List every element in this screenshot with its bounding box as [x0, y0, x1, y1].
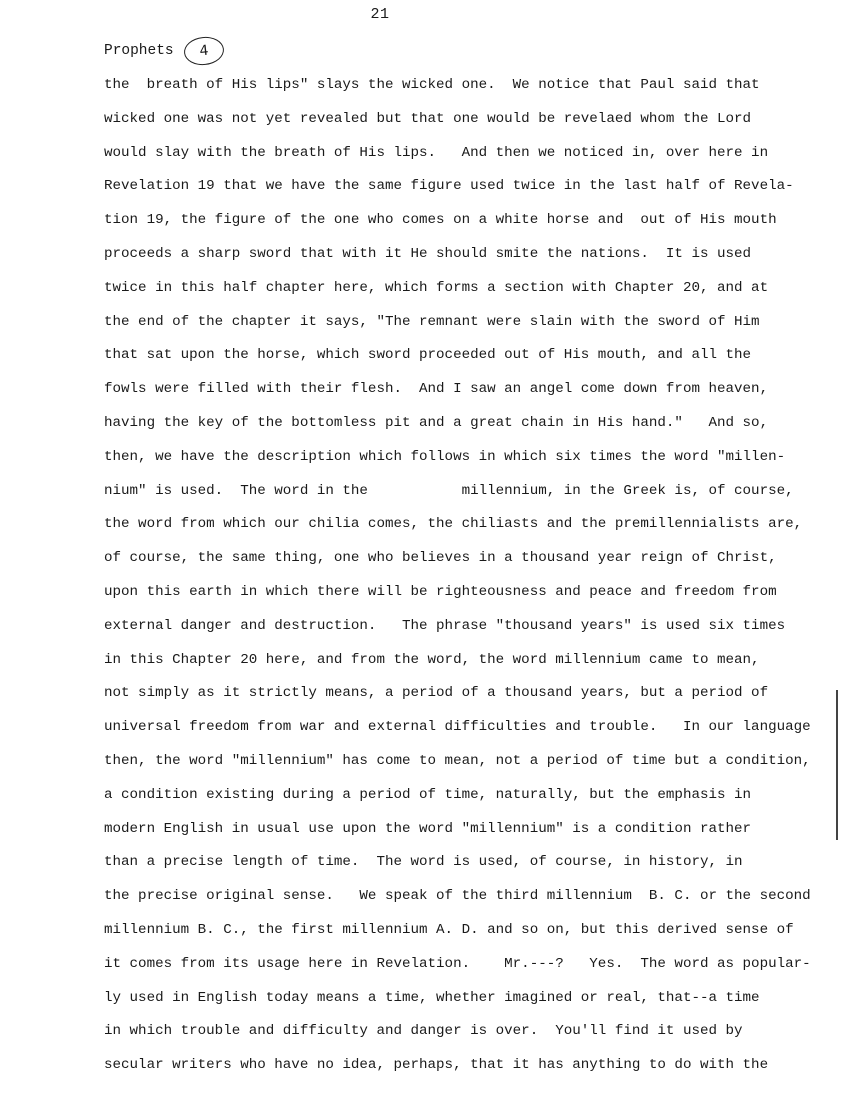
text-line: than a precise length of time. The word is used, of course, in history, in: [104, 854, 743, 871]
text-line: nium" is used. The word in the millennium, in the Greek is, of course,: [104, 482, 794, 499]
text-line: secular writers who have no idea, perhaps, that it has anything to do with the: [104, 1057, 769, 1074]
text-line: upon this earth in which there will be righteousness and peace and freedom from: [104, 583, 777, 600]
text-line: external danger and destruction. The phrase "thousand years" is used six times: [104, 617, 786, 634]
text-line: universal freedom from war and external difficulties and trouble. In our language: [104, 719, 811, 736]
text-line: then, we have the description which follows in which six times the word "millen-: [104, 448, 786, 465]
text-line: the precise original sense. We speak of the third millennium B. C. or the second: [104, 888, 811, 905]
text-line: a condition existing during a period of time, naturally, but the emphasis in: [104, 786, 752, 803]
text-line: that sat upon the horse, which sword proceeded out of His mouth, and all the: [104, 347, 752, 364]
text-line: millennium B. C., the first millennium A. D. and so on, but this derived sense of: [104, 921, 794, 938]
margin-mark: [836, 690, 838, 840]
body-text: [104, 74, 811, 1088]
text-line: in this Chapter 20 here, and from the word, the word millennium came to mean,: [104, 651, 760, 668]
text-line: proceeds a sharp sword that with it He should smite the nations. It is used: [104, 245, 752, 262]
text-line: the end of the chapter it says, "The remnant were slain with the sword of Him: [104, 313, 760, 330]
text-line: tion 19, the figure of the one who comes on a white horse and out of His mouth: [104, 212, 777, 229]
text-line: fowls were filled with their flesh. And I saw an angel come down from heaven,: [104, 381, 769, 398]
text-line: twice in this half chapter here, which forms a section with Chapter 20, and at: [104, 279, 769, 296]
page-number: 21: [370, 6, 390, 23]
text-line: not simply as it strictly means, a period of a thousand years, but a period of: [104, 685, 769, 702]
text-line: having the key of the bottomless pit and a great chain in His hand." And so,: [104, 414, 769, 431]
text-line: the breath of His lips" slays the wicked one. We notice that Paul said that: [104, 77, 760, 93]
page-header: [104, 40, 224, 62]
text-line: then, the word "millennium" has come to mean, not a period of time but a condition,: [104, 752, 811, 769]
header-label: Prophets: [104, 43, 174, 59]
circled-number: 4: [182, 35, 225, 67]
text-line: the word from which our chilia comes, the chiliasts and the premillennialists are,: [104, 516, 803, 533]
text-line: in which trouble and difficulty and danger is over. You'll find it used by: [104, 1023, 743, 1040]
text-line: Revelation 19 that we have the same figure used twice in the last half of Revela-: [104, 178, 794, 195]
text-line: wicked one was not yet revealed but that one would be revelaed whom the Lord: [104, 110, 752, 127]
text-line: of course, the same thing, one who believes in a thousand year reign of Christ,: [104, 550, 777, 567]
text-line: modern English in usual use upon the word "millennium" is a condition rather: [104, 820, 752, 837]
text-line: ly used in English today means a time, whether imagined or real, that--a time: [104, 989, 760, 1006]
text-line: it comes from its usage here in Revelation. Mr.---? Yes. The word as popular-: [104, 955, 811, 972]
text-line: would slay with the breath of His lips. And then we noticed in, over here in: [104, 144, 769, 161]
